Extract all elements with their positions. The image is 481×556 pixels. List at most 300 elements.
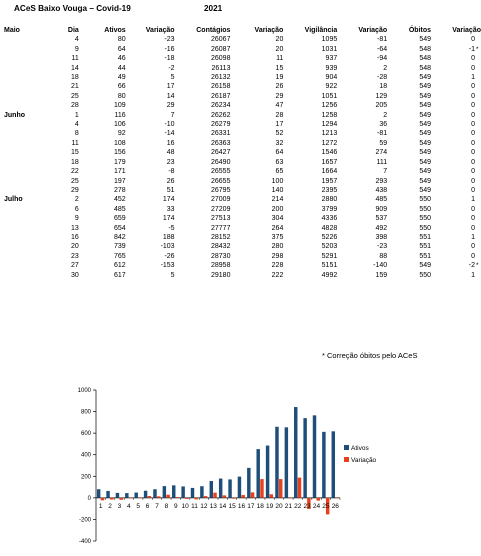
cell-surveillance-change: 492 bbox=[375, 224, 388, 232]
cell-deaths-change: 0 bbox=[471, 158, 475, 166]
cell-deaths: 549 bbox=[419, 83, 432, 91]
cell-active-change: 5 bbox=[170, 74, 175, 82]
cell-surveillance-change: 59 bbox=[379, 139, 388, 147]
cell-surveillance-change: 398 bbox=[375, 233, 388, 241]
bar-ativos bbox=[116, 493, 119, 498]
cell-active-change: -153 bbox=[160, 262, 175, 270]
cell-contagions-change: 298 bbox=[271, 252, 284, 260]
cell-deaths: 550 bbox=[419, 196, 432, 204]
cell-month bbox=[0, 64, 44, 73]
cell-active-change: -5 bbox=[168, 224, 175, 232]
header-active: Ativos bbox=[104, 27, 126, 34]
cell-surveillance-change: 2 bbox=[383, 64, 388, 72]
cell-deaths: 551 bbox=[419, 243, 432, 251]
cell-surveillance-change: -81 bbox=[377, 130, 388, 138]
cell-contagions-change: 28 bbox=[275, 111, 284, 119]
cell-active-change: -103 bbox=[160, 243, 175, 251]
cell-surveillance-change: -140 bbox=[373, 262, 388, 270]
cell-active: 49 bbox=[117, 74, 126, 82]
table-row bbox=[0, 186, 481, 195]
cell-deaths: 549 bbox=[419, 139, 432, 147]
cell-contagions-change: 222 bbox=[271, 271, 284, 279]
cell-surveillance: 3799 bbox=[321, 205, 338, 213]
cell-deaths: 550 bbox=[419, 224, 432, 232]
x-tick-label: 20 bbox=[275, 502, 283, 510]
cell-contagions: 28152 bbox=[211, 233, 231, 241]
table-row bbox=[0, 139, 481, 148]
y-tick-label: 800 bbox=[80, 409, 91, 416]
cell-deaths-change: 0 bbox=[471, 64, 475, 72]
cell-day: 9 bbox=[74, 215, 79, 223]
cell-surveillance: 1664 bbox=[321, 168, 338, 176]
bar-variacao bbox=[138, 497, 141, 498]
cell-month bbox=[0, 252, 44, 261]
cell-day: 18 bbox=[71, 74, 79, 82]
cell-contagions: 26262 bbox=[211, 111, 231, 119]
cell-contagions: 26555 bbox=[211, 168, 231, 176]
cell-contagions-change: 20 bbox=[275, 45, 284, 53]
bar-variacao bbox=[119, 498, 122, 500]
cell-day: 29 bbox=[71, 186, 79, 194]
cell-day: 11 bbox=[71, 139, 79, 147]
cell-deaths-change: 0 bbox=[471, 130, 475, 138]
bar-ativos bbox=[200, 486, 203, 498]
bar-ativos bbox=[303, 418, 306, 498]
bar-ativos bbox=[153, 489, 156, 498]
cell-contagions: 28432 bbox=[211, 243, 231, 251]
cell-contagions-change: 52 bbox=[275, 130, 284, 138]
cell-surveillance-change: 485 bbox=[375, 196, 388, 204]
header-deaths-change: Variação bbox=[452, 27, 481, 34]
cell-active-change: -16 bbox=[164, 45, 175, 53]
cell-day: 15 bbox=[71, 149, 79, 157]
cell-deaths-change: 0 bbox=[471, 139, 475, 147]
cell-month bbox=[0, 242, 44, 251]
y-tick-label: 600 bbox=[80, 431, 91, 438]
bar-ativos bbox=[191, 488, 194, 498]
cell-day: 1 bbox=[74, 111, 79, 119]
cell-deaths-change: 0 bbox=[471, 168, 475, 176]
cell-active: 108 bbox=[113, 139, 126, 147]
cell-active: 617 bbox=[113, 271, 126, 279]
cell-deaths-change: 0 bbox=[471, 177, 475, 185]
cell-surveillance: 5226 bbox=[321, 233, 338, 241]
table-body bbox=[0, 35, 481, 280]
cell-active-change: 48 bbox=[166, 149, 175, 157]
cell-surveillance: 5151 bbox=[321, 262, 338, 270]
cell-deaths: 549 bbox=[419, 36, 432, 44]
cell-active: 66 bbox=[117, 83, 126, 91]
cell-deaths: 548 bbox=[419, 55, 432, 63]
header-active-change: Variação bbox=[145, 27, 175, 34]
x-tick-label: 26 bbox=[331, 502, 339, 510]
cell-deaths-change: 1 bbox=[471, 271, 475, 279]
cell-active: 485 bbox=[113, 205, 126, 213]
bar-chart bbox=[77, 386, 377, 546]
cell-surveillance-change: 111 bbox=[376, 158, 388, 166]
x-tick-label: 4 bbox=[127, 502, 131, 510]
cell-deaths-change: 0 bbox=[471, 121, 475, 129]
cell-contagions: 26113 bbox=[211, 64, 231, 72]
cell-active: 654 bbox=[113, 224, 126, 232]
cell-deaths-change: 0 bbox=[471, 243, 475, 251]
legend-swatch bbox=[344, 457, 349, 462]
cell-active-change: 174 bbox=[162, 196, 175, 204]
cell-active: 659 bbox=[113, 215, 126, 223]
cell-day: 25 bbox=[71, 177, 79, 185]
cell-deaths: 549 bbox=[419, 111, 432, 119]
cell-active: 278 bbox=[113, 186, 126, 194]
cell-active: 92 bbox=[117, 130, 126, 138]
cell-contagions-change: 140 bbox=[271, 186, 284, 194]
cell-active-change: -23 bbox=[164, 36, 175, 44]
header-month: Maio bbox=[4, 27, 20, 34]
table-row bbox=[0, 167, 481, 176]
covid-table bbox=[0, 26, 481, 280]
cell-contagions-change: 64 bbox=[275, 149, 284, 157]
bar-variacao bbox=[298, 478, 301, 498]
cell-contagions-change: 32 bbox=[275, 139, 284, 147]
cell-contagions-change: 264 bbox=[271, 224, 284, 232]
cell-contagions-change: 17 bbox=[275, 121, 284, 129]
cell-month bbox=[0, 261, 44, 270]
cell-contagions: 29180 bbox=[211, 271, 231, 279]
table-row bbox=[0, 233, 481, 242]
cell-contagions: 26427 bbox=[211, 149, 231, 157]
header-day: Dia bbox=[67, 27, 79, 34]
bar-ativos bbox=[285, 427, 288, 498]
cell-active: 171 bbox=[113, 168, 126, 176]
bar-variacao bbox=[288, 498, 291, 499]
bar-ativos bbox=[332, 431, 335, 498]
cell-month bbox=[0, 158, 44, 167]
cell-month bbox=[0, 120, 44, 129]
cell-contagions-change: 20 bbox=[275, 36, 284, 44]
cell-month bbox=[0, 233, 44, 242]
x-tick-label: 16 bbox=[237, 502, 246, 510]
table-row bbox=[0, 54, 481, 63]
cell-month bbox=[0, 129, 44, 138]
x-tick-label: 12 bbox=[200, 502, 208, 510]
cell-day: 18 bbox=[71, 158, 79, 166]
correction-marker: * bbox=[476, 262, 479, 270]
cell-contagions: 26234 bbox=[211, 102, 231, 110]
cell-surveillance: 1294 bbox=[321, 121, 338, 129]
cell-surveillance-change: -94 bbox=[377, 55, 388, 63]
cell-month bbox=[0, 224, 44, 233]
bar-variacao bbox=[232, 498, 235, 499]
cell-surveillance: 4828 bbox=[321, 224, 338, 232]
cell-surveillance: 1272 bbox=[321, 139, 338, 147]
cell-active: 765 bbox=[113, 252, 126, 260]
header-deaths: Óbitos bbox=[408, 27, 432, 34]
cell-surveillance-change: 7 bbox=[383, 168, 388, 176]
cell-contagions-change: 65 bbox=[275, 168, 284, 176]
cell-active: 80 bbox=[117, 36, 126, 44]
cell-deaths: 548 bbox=[419, 64, 432, 72]
cell-active-change: 7 bbox=[170, 111, 175, 119]
cell-deaths-change: 0 bbox=[471, 102, 475, 110]
cell-active: 80 bbox=[117, 92, 126, 100]
bar-ativos bbox=[163, 486, 166, 498]
bar-ativos bbox=[125, 493, 128, 498]
x-tick-label: 14 bbox=[219, 502, 227, 510]
bar-variacao bbox=[270, 494, 273, 498]
cell-active: 109 bbox=[113, 102, 126, 110]
cell-contagions-change: 228 bbox=[271, 262, 284, 270]
cell-surveillance-change: 159 bbox=[375, 271, 388, 279]
cell-contagions: 26331 bbox=[211, 130, 231, 138]
cell-surveillance: 937 bbox=[325, 55, 338, 63]
cell-month bbox=[0, 54, 44, 63]
cell-active-change: 33 bbox=[166, 205, 175, 213]
cell-contagions: 26795 bbox=[211, 186, 231, 194]
cell-surveillance: 1095 bbox=[321, 36, 338, 44]
cell-deaths-change: -2* bbox=[431, 261, 481, 270]
cell-day: 20 bbox=[71, 243, 79, 251]
cell-surveillance: 4992 bbox=[321, 271, 338, 279]
cell-month bbox=[0, 101, 44, 110]
cell-surveillance: 1546 bbox=[321, 149, 338, 157]
bar-ativos bbox=[247, 468, 250, 498]
header-contagions: Contágios bbox=[196, 27, 231, 34]
cell-contagions-change: 304 bbox=[271, 215, 284, 223]
table-row bbox=[0, 242, 481, 251]
cell-day: 28 bbox=[71, 102, 79, 110]
cell-deaths: 550 bbox=[419, 271, 432, 279]
cell-deaths: 549 bbox=[419, 92, 432, 100]
cell-deaths-change: 1 bbox=[471, 196, 475, 204]
cell-active: 156 bbox=[113, 149, 126, 157]
bar-ativos bbox=[172, 485, 175, 498]
x-tick-label: 15 bbox=[228, 502, 236, 510]
cell-active-change: 17 bbox=[166, 83, 175, 91]
table-row bbox=[0, 177, 481, 186]
table-row bbox=[0, 148, 481, 157]
bar-ativos bbox=[97, 489, 100, 498]
cell-contagions: 27209 bbox=[211, 205, 231, 213]
table-row bbox=[0, 101, 481, 110]
cell-deaths-change: 0 bbox=[471, 186, 475, 194]
cell-surveillance: 4336 bbox=[321, 215, 338, 223]
cell-surveillance-change: 205 bbox=[375, 102, 388, 110]
cell-month bbox=[0, 82, 44, 91]
bar-variacao bbox=[241, 495, 244, 498]
cell-active-change: 29 bbox=[166, 102, 175, 110]
cell-month bbox=[0, 148, 44, 157]
cell-deaths: 549 bbox=[419, 168, 432, 176]
table-row bbox=[0, 158, 481, 167]
table-row bbox=[0, 271, 481, 280]
y-tick-label: 200 bbox=[80, 474, 91, 481]
cell-month bbox=[0, 167, 44, 176]
cell-month: Junho bbox=[4, 111, 25, 119]
cell-active-change: 188 bbox=[162, 233, 175, 241]
cell-day: 27 bbox=[71, 262, 79, 270]
cell-deaths: 549 bbox=[419, 102, 432, 110]
table-row bbox=[0, 261, 481, 270]
table-row bbox=[0, 45, 481, 54]
cell-deaths: 549 bbox=[419, 130, 432, 138]
cell-contagions: 26655 bbox=[211, 177, 231, 185]
cell-surveillance: 1213 bbox=[321, 130, 338, 138]
cell-surveillance-change: 36 bbox=[379, 121, 388, 129]
cell-day: 4 bbox=[74, 36, 79, 44]
cell-contagions: 26490 bbox=[211, 158, 231, 166]
cell-contagions: 28730 bbox=[211, 252, 231, 260]
cell-surveillance-change: -81 bbox=[377, 36, 388, 44]
cell-active-change: -8 bbox=[168, 168, 175, 176]
cell-contagions: 26087 bbox=[211, 45, 231, 53]
header-surveillance-change: Variação bbox=[358, 27, 388, 34]
cell-contagions-change: 375 bbox=[271, 233, 284, 241]
cell-deaths-change: 0 bbox=[471, 205, 475, 213]
cell-day: 22 bbox=[71, 168, 79, 176]
table-header-row bbox=[0, 26, 481, 35]
bar-variacao bbox=[110, 498, 113, 500]
bar-variacao bbox=[185, 498, 188, 499]
cell-contagions: 27009 bbox=[211, 196, 231, 204]
cell-deaths-change: 0 bbox=[471, 92, 475, 100]
cell-active-change: 51 bbox=[166, 186, 175, 194]
cell-deaths: 550 bbox=[419, 215, 432, 223]
cell-deaths-change: 0 bbox=[471, 215, 475, 223]
cell-surveillance: 1258 bbox=[321, 111, 338, 119]
cell-day: 2 bbox=[74, 196, 79, 204]
cell-deaths: 550 bbox=[419, 205, 432, 213]
cell-day: 25 bbox=[71, 92, 79, 100]
bar-variacao bbox=[223, 495, 226, 497]
cell-surveillance: 1957 bbox=[321, 177, 338, 185]
cell-contagions-change: 29 bbox=[275, 92, 284, 100]
cell-contagions: 26098 bbox=[211, 55, 231, 63]
cell-surveillance-change: -64 bbox=[377, 45, 388, 53]
cell-surveillance: 5203 bbox=[321, 243, 338, 251]
bar-ativos bbox=[144, 491, 147, 498]
cell-contagions: 26132 bbox=[211, 74, 231, 82]
cell-surveillance: 1256 bbox=[321, 102, 338, 110]
cell-surveillance: 939 bbox=[325, 64, 338, 72]
cell-deaths: 551 bbox=[419, 252, 432, 260]
cell-month: Julho bbox=[4, 196, 23, 204]
bar-ativos bbox=[322, 432, 325, 498]
cell-contagions: 27777 bbox=[211, 224, 231, 232]
sheet-year: 2021 bbox=[204, 4, 223, 13]
header-surveillance: Vigilância bbox=[304, 27, 338, 34]
cell-deaths-change: 1 bbox=[471, 233, 475, 241]
cell-surveillance: 5291 bbox=[321, 252, 338, 260]
cell-contagions-change: 214 bbox=[271, 196, 284, 204]
cell-deaths-change: 0 bbox=[471, 149, 475, 157]
x-tick-label: 2 bbox=[108, 502, 112, 510]
cell-deaths-change: 0 bbox=[471, 252, 475, 260]
x-tick-label: 18 bbox=[256, 502, 264, 510]
cell-day: 9 bbox=[74, 45, 79, 53]
x-tick-label: 21 bbox=[284, 502, 293, 510]
cell-month bbox=[0, 139, 44, 148]
table-row bbox=[0, 252, 481, 261]
cell-surveillance: 2395 bbox=[321, 186, 338, 194]
cell-contagions: 26187 bbox=[211, 92, 231, 100]
cell-active: 842 bbox=[113, 233, 126, 241]
cell-month bbox=[0, 92, 44, 101]
table-row bbox=[0, 82, 481, 91]
legend-label: Variação bbox=[351, 457, 377, 464]
cell-month bbox=[0, 214, 44, 223]
x-tick-label: 7 bbox=[155, 502, 159, 510]
cell-deaths-change: -1* bbox=[431, 45, 481, 54]
cell-surveillance-change: 909 bbox=[375, 205, 388, 213]
cell-active: 739 bbox=[113, 243, 126, 251]
table-row bbox=[0, 195, 481, 204]
cell-day: 21 bbox=[71, 83, 79, 91]
cell-surveillance-change: 129 bbox=[375, 92, 388, 100]
cell-contagions: 27513 bbox=[211, 215, 231, 223]
cell-deaths-change: 0 bbox=[471, 111, 475, 119]
cell-day: 16 bbox=[71, 233, 79, 241]
table-row bbox=[0, 129, 481, 138]
cell-deaths-change: 0 bbox=[471, 36, 475, 44]
cell-deaths: 551 bbox=[419, 233, 432, 241]
y-tick-label: 1000 bbox=[77, 388, 91, 394]
cell-contagions-change: 11 bbox=[276, 55, 284, 63]
cell-active: 44 bbox=[117, 64, 126, 72]
x-tick-label: 3 bbox=[117, 502, 122, 510]
cell-month bbox=[0, 186, 44, 195]
cell-surveillance: 1031 bbox=[321, 45, 338, 53]
bar-variacao bbox=[129, 498, 132, 499]
bar-ativos bbox=[256, 449, 259, 498]
bar-ativos bbox=[238, 477, 241, 498]
correction-marker: * bbox=[476, 45, 479, 53]
cell-month bbox=[0, 271, 44, 280]
cell-surveillance-change: -23 bbox=[377, 243, 388, 251]
bar-variacao bbox=[335, 497, 338, 498]
bar-variacao bbox=[195, 498, 198, 500]
cell-deaths-change: 0 bbox=[471, 55, 475, 63]
cell-active-change: 26 bbox=[166, 177, 175, 185]
header-contagions-change: Variação bbox=[254, 27, 284, 34]
cell-active-change: 174 bbox=[162, 215, 175, 223]
cell-active-change: -26 bbox=[164, 252, 175, 260]
cell-contagions: 26067 bbox=[211, 36, 231, 44]
x-tick-label: 25 bbox=[322, 502, 330, 510]
table-row bbox=[0, 92, 481, 101]
x-tick-label: 22 bbox=[294, 502, 302, 510]
cell-active: 179 bbox=[113, 158, 126, 166]
bar-ativos bbox=[134, 493, 137, 498]
cell-deaths-change: 0 bbox=[471, 83, 475, 91]
bar-variacao bbox=[204, 496, 207, 498]
cell-deaths-change: 1 bbox=[471, 74, 475, 82]
cell-deaths: 548 bbox=[419, 45, 432, 53]
cell-active-change: 5 bbox=[170, 271, 175, 279]
cell-active-change: 23 bbox=[166, 158, 175, 166]
y-tick-label: 400 bbox=[80, 452, 91, 459]
y-tick-label: -200 bbox=[78, 517, 91, 524]
cell-day: 30 bbox=[71, 271, 79, 279]
cell-day: 23 bbox=[71, 252, 79, 260]
x-tick-label: 11 bbox=[191, 502, 198, 510]
bar-ativos bbox=[313, 415, 316, 498]
x-tick-label: 6 bbox=[145, 502, 150, 510]
cell-active: 452 bbox=[113, 196, 126, 204]
cell-deaths: 549 bbox=[419, 121, 432, 129]
x-tick-label: 9 bbox=[173, 502, 178, 510]
x-tick-label: 23 bbox=[303, 502, 311, 510]
bar-variacao bbox=[166, 495, 169, 498]
cell-deaths: 549 bbox=[419, 149, 432, 157]
